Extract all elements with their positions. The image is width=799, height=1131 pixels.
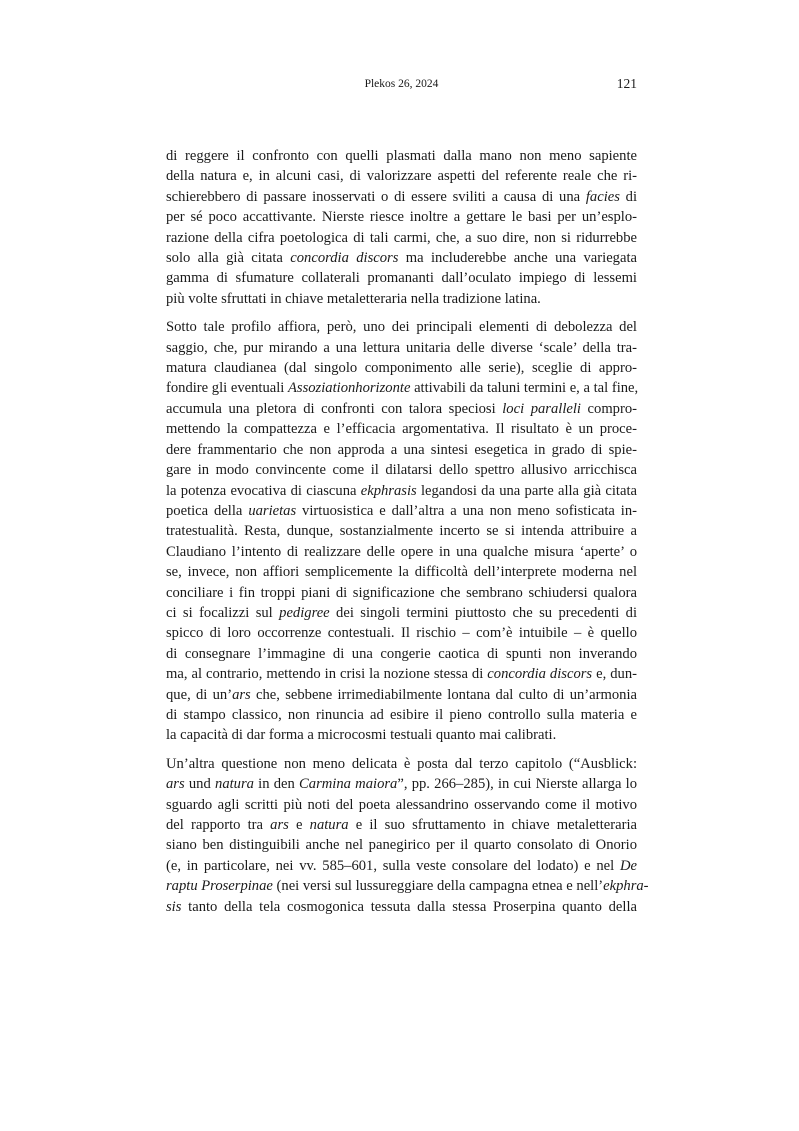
text-run: (nei versi sul lussureggiare della campagna etnea e nell’ xyxy=(272,878,604,895)
text-run: und xyxy=(184,776,216,793)
italic-term: ars xyxy=(270,817,289,833)
text-line xyxy=(166,664,637,684)
text-line xyxy=(166,187,637,207)
text-run: e, dun- xyxy=(592,666,637,683)
text-line xyxy=(166,542,637,562)
italic-term: Carmina maiora xyxy=(299,776,398,793)
text-run: conciliare i fin troppi piani di significazione che sembrano schiudersi qualora xyxy=(166,584,637,601)
paragraph xyxy=(166,317,637,746)
text-line xyxy=(166,207,637,227)
text-run: ci si focalizzi sul xyxy=(166,604,280,621)
text-run: saggio, che, pur mirando a una lettura unitaria delle diverse ‘scale’ della tra- xyxy=(166,339,637,356)
text-run: tanto della tela cosmogonica tessuta dalla stessa Proserpina quanto della xyxy=(181,898,637,915)
italic-term: ars xyxy=(166,776,185,793)
text-line xyxy=(166,603,637,623)
text-line xyxy=(166,562,637,582)
page-number: 121 xyxy=(616,76,637,91)
italic-term: loci paralleli xyxy=(502,400,581,417)
text-line xyxy=(166,685,637,705)
running-head: Plekos 26, 2024 xyxy=(364,78,439,90)
text-run: di xyxy=(619,188,638,205)
text-line xyxy=(166,481,637,501)
text-run: e il suo sfruttamento in chiave metaletteraria xyxy=(348,817,637,833)
text-run: fondire gli eventuali xyxy=(166,380,288,397)
text-line xyxy=(166,644,637,664)
text-run: dere frammentario che non approda a una sintesi esegetica in grado di spie- xyxy=(166,441,637,458)
text-line xyxy=(166,268,637,288)
text-line xyxy=(166,705,637,725)
text-run: solo alla già citata xyxy=(166,250,291,267)
text-run: ma, al contrario, mettendo in crisi la nozione stessa di xyxy=(166,666,488,683)
text-run: compro- xyxy=(580,400,637,417)
text-run: gare in modo convincente come il dilatarsi dello spettro allusivo arricchisca xyxy=(166,462,637,479)
italic-term: natura xyxy=(215,776,254,793)
italic-term: ekphra- xyxy=(603,878,649,895)
text-run: accumula una pletora di confronti con talora speciosi xyxy=(166,400,503,417)
text-run: della natura e, in alcuni casi, di valorizzare aspetti del referente reale che ri- xyxy=(166,168,637,185)
text-run: Sotto tale profilo affiora, però, uno dei principali elementi di debolezza del xyxy=(166,319,637,336)
text-line xyxy=(166,338,637,358)
italic-term: pedigree xyxy=(279,604,330,621)
text-run: legandosi da una parte alla già citata xyxy=(416,482,637,499)
text-run: sguardo agli scritti più noti del poeta alessandrino osservando come il motivo xyxy=(166,796,637,813)
text-line xyxy=(166,317,637,337)
text-line xyxy=(166,815,637,835)
text-run: gamma di sfumature collaterali promananti dall’oculato impiego di lessemi xyxy=(166,270,637,287)
text-run: poetica della xyxy=(166,502,249,519)
text-line xyxy=(166,358,637,378)
text-run: che, sebbene irrimediabilmente lontana dal culto di un’armonia xyxy=(250,686,637,703)
text-line xyxy=(166,725,637,745)
text-run: mettendo la compattezza e l’efficacia argomentativa. Il risultato è un proce- xyxy=(166,421,637,438)
text-run: schierebbero di passare inosservati o di essere sviliti a causa di una xyxy=(166,188,586,205)
text-run: attivabili da taluni termini e, a tal fine, xyxy=(410,380,639,397)
text-line xyxy=(166,146,637,166)
italic-term: facies xyxy=(585,188,620,205)
text-run: più volte sfruttati in chiave metaletteraria nella tradizione latina. xyxy=(166,290,541,307)
text-line xyxy=(166,419,637,439)
text-run: siano ben distinguibili anche nel panegirico per il quarto consolato di Onorio xyxy=(166,837,637,854)
text-line xyxy=(166,399,637,419)
text-run: ”, pp. 266–285), in cui Nierste allarga lo xyxy=(397,776,638,793)
text-run: del rapporto tra xyxy=(166,817,271,833)
text-run: que, di un’ xyxy=(166,686,233,703)
text-line xyxy=(166,460,637,480)
text-line xyxy=(166,835,637,855)
text-run: di consegnare l’immagine di una congerie caotica di spunti non inverando xyxy=(166,645,637,662)
italic-term: ekphrasis xyxy=(360,482,417,499)
text-line xyxy=(166,228,637,248)
italic-term: natura xyxy=(309,817,349,833)
text-run: ma includerebbe anche una variegata xyxy=(398,250,637,267)
text-line xyxy=(166,248,637,268)
text-run: di stampo classico, non rinuncia ad esibire il pieno controllo sulla materia e xyxy=(166,706,637,723)
page-header xyxy=(166,74,637,94)
text-line xyxy=(166,583,637,603)
italic-term: raptu Proserpinae xyxy=(166,878,273,895)
text-run: di reggere il confronto con quelli plasmati dalla mano non meno sapiente xyxy=(166,148,637,164)
italic-term: Assoziationhorizonte xyxy=(287,380,411,397)
text-run: la potenza evocativa di ciascuna xyxy=(166,482,361,499)
text-run: se, invece, non affiori semplicemente la difficoltà dell’interprete moderna nel xyxy=(166,564,637,581)
text-run: la capacità di dar forma a microcosmi testuali quanto mai calibrati. xyxy=(166,727,557,744)
text-line xyxy=(166,754,637,774)
text-run: tratestualità. Resta, dunque, sostanzialmente incerto se si intenda attribuire a xyxy=(166,523,637,540)
paragraph xyxy=(166,146,637,309)
text-run: Claudiano l’intento di realizzare delle opere in una qualche misura ‘aperte’ o xyxy=(166,543,637,560)
text-run: spicco di loro occorrenze contestuali. Il rischio – com’è intuibile – è quello xyxy=(166,625,637,642)
text-line xyxy=(166,774,637,794)
text-line xyxy=(166,378,637,398)
text-run: in den xyxy=(253,776,300,793)
text-line xyxy=(166,166,637,186)
italic-term: ars xyxy=(232,686,251,703)
text-line xyxy=(166,856,637,876)
italic-term: concordia discors xyxy=(290,250,399,267)
text-line xyxy=(166,795,637,815)
text-line xyxy=(166,440,637,460)
italic-term: concordia discors xyxy=(487,666,593,683)
text-run: virtuosistica e dall’altra a una non meno sofisticata in- xyxy=(296,502,638,519)
text-line xyxy=(166,623,637,643)
text-line xyxy=(166,897,637,917)
text-run: dei singoli termini piuttosto che su precedenti di xyxy=(329,604,638,621)
text-line xyxy=(166,501,637,521)
text-run: e xyxy=(288,817,310,833)
text-line xyxy=(166,289,637,309)
text-run: razione della cifra poetologica di tali carmi, che, a suo dire, non si ridurrebbe xyxy=(166,229,637,246)
text-run: (e, in particolare, nei vv. 585–601, sulla veste consolare del lodato) e nel xyxy=(166,857,620,874)
text-run: matura claudianea (dal singolo componimento alle serie), sceglie di appro- xyxy=(166,360,637,377)
text-run: per sé poco accattivante. Nierste riesce inoltre a gettare le basi per un’esplo- xyxy=(166,209,637,226)
italic-term: uarietas xyxy=(248,502,297,519)
text-run: Un’altra questione non meno delicata è posta dal terzo capitolo (“Ausblick: xyxy=(166,755,637,772)
paragraph xyxy=(166,754,649,917)
text-line xyxy=(166,521,637,541)
body-text xyxy=(166,146,649,925)
text-line xyxy=(166,876,649,896)
italic-term: De xyxy=(619,857,637,874)
italic-term: sis xyxy=(166,898,182,915)
